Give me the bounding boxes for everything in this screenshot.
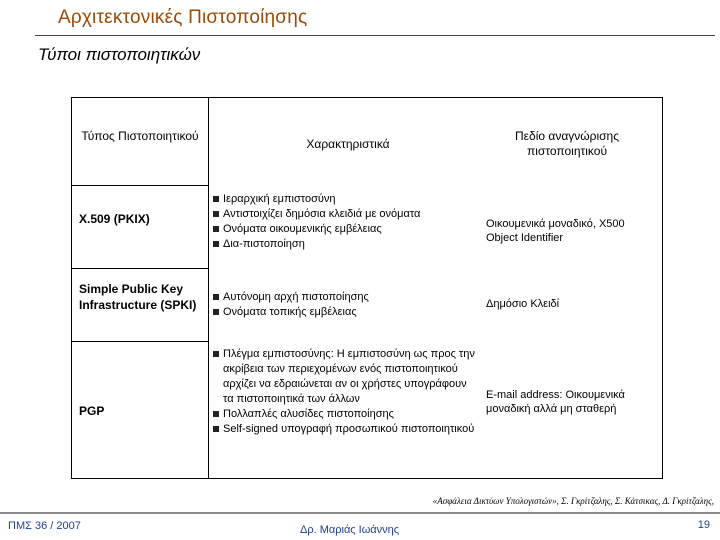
feature-item: Ονόματα τοπικής εμβέλειας	[213, 305, 475, 320]
feature-item: Self-signed υπογραφή προσωπικού πιστοποιητικού	[213, 422, 475, 437]
row-divider	[72, 341, 208, 342]
id-field-spki: Δημόσιο Κλειδί	[486, 298, 560, 310]
page-number: 19	[697, 519, 710, 531]
feature-item: Αντιστοιχίζει δημόσια κλειδιά με ονόματα	[213, 207, 475, 222]
bullet-square-icon	[213, 426, 219, 432]
feature-item: Πλέγμα εμπιστοσύνης: Η εμπιστοσύνη ως προς την ακρίβεια των περιεχομένων ενός πιστοποιητικού αρχίζει να εδραιώνεται αν οι χρήστες υπογράφουν τα πιστοποιητικά των άλλων	[213, 347, 475, 407]
book-citation: «Ασφάλεια Δικτύων Υπολογιστών», Σ. Γκρίτζαλης, Σ. Κάτσικας, Δ. Γκρίτζαλης,	[432, 496, 714, 506]
page-header-title: Αρχιτεκτονικές Πιστοποίησης	[58, 7, 308, 28]
header-cell-features: Χαρακτηριστικά	[306, 137, 390, 151]
certificate-types-table	[71, 97, 663, 479]
type-cell-pgp: PGP	[79, 404, 105, 418]
row-divider	[72, 268, 208, 269]
bullet-square-icon	[213, 211, 219, 217]
bullet-square-icon	[213, 351, 219, 357]
feature-item: Πολλαπλές αλυσίδες πιστοποίησης	[213, 407, 475, 422]
feature-item: Ιεραρχική εμπιστοσύνη	[213, 192, 475, 207]
features-list-spki	[213, 290, 475, 320]
feature-item: Δια-πιστοποίηση	[213, 237, 475, 252]
type-cell-x509: X.509 (PKIX)	[79, 212, 150, 226]
id-field-pgp: E-mail address: Οικουμενικά μοναδική αλλά μη σταθερή	[486, 389, 625, 415]
header-cell-type: Τύπος Πιστοποιητικού	[81, 129, 199, 143]
bullet-square-icon	[213, 411, 219, 417]
row-divider	[72, 185, 208, 186]
column-divider	[208, 98, 209, 478]
footer-author: Δρ. Μαριάς Ιωάννης	[300, 524, 400, 536]
feature-item: Ονόματα οικουμενικής εμβέλειας	[213, 222, 475, 237]
bullet-square-icon	[213, 241, 219, 247]
header-divider	[35, 35, 715, 36]
footer-course-code: ΠΜΣ 36 / 2007	[8, 520, 81, 532]
bullet-square-icon	[213, 309, 219, 315]
feature-item: Αυτόνομη αρχή πιστοποίησης	[213, 290, 475, 305]
bullet-square-icon	[213, 226, 219, 232]
id-field-x509: Οικουμενικά μοναδικό, X500 Object Identifier	[486, 218, 625, 244]
footer-divider	[0, 512, 720, 514]
bullet-square-icon	[213, 294, 219, 300]
features-list-pgp	[213, 347, 475, 437]
bullet-square-icon	[213, 196, 219, 202]
header-cell-id-field: Πεδίο αναγνώρισης πιστοποιητικού	[515, 129, 619, 158]
type-cell-spki: Simple Public Key Infrastructure (SPKI)	[79, 282, 197, 312]
slide-subtitle: Τύποι πιστοποιητικών	[38, 45, 201, 64]
features-list-x509	[213, 192, 475, 252]
